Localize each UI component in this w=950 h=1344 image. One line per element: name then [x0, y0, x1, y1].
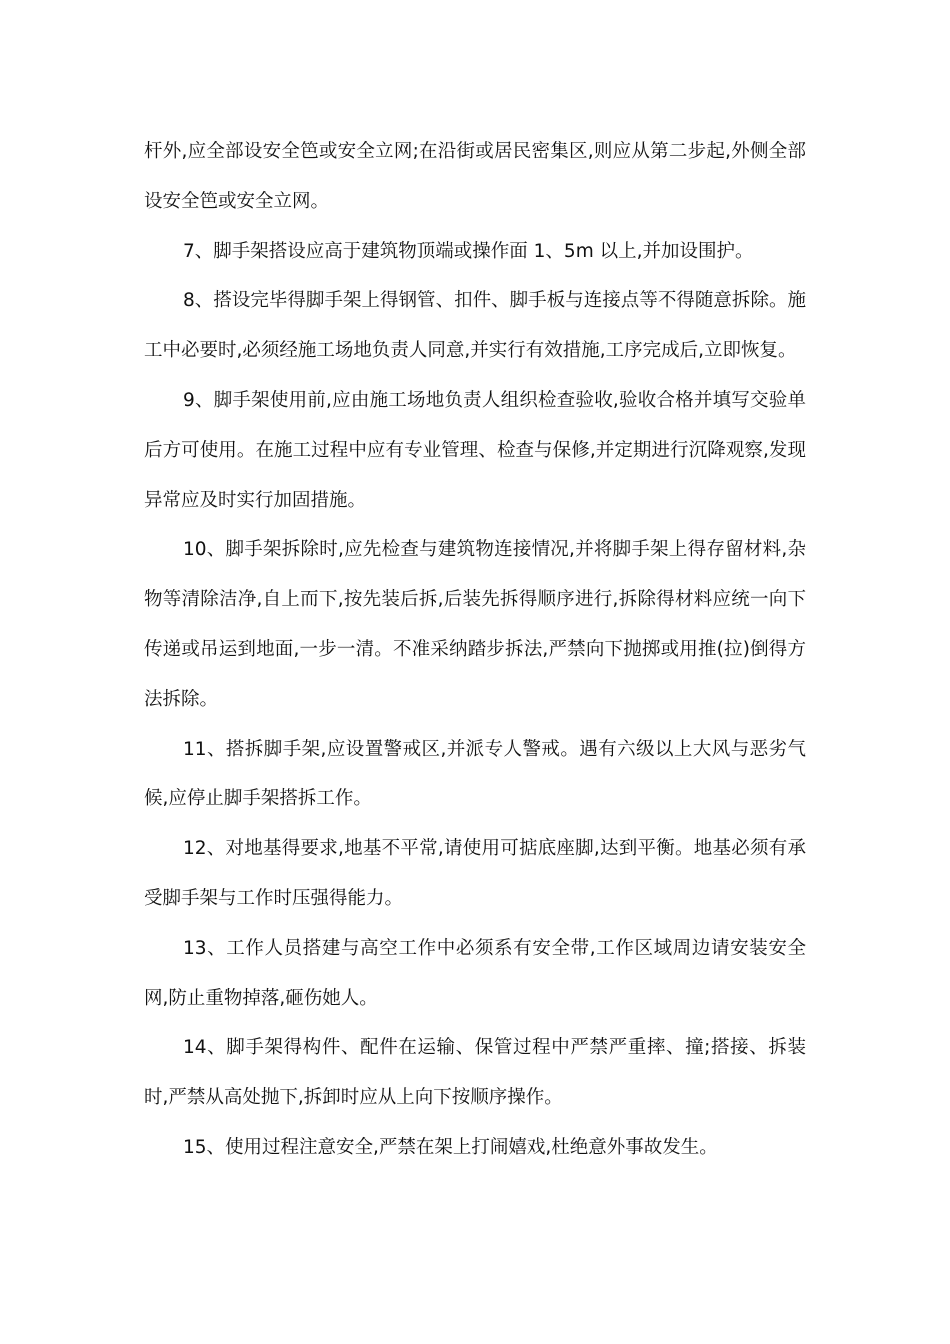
paragraph-item-9: 9、脚手架使用前,应由施工场地负责人组织检查验收,验收合格并填写交验单后方可使用。在施工过程中应有专业管理、检查与保修,并定期进行沉降观察,发现异常应及时实行加固措施。: [144, 389, 806, 511]
paragraph-item-15: 15、使用过程注意安全,严禁在架上打闹嬉戏,杜绝意外事故发生。: [183, 1136, 718, 1158]
paragraph-item-11: 11、搭拆脚手架,应设置警戒区,并派专人警戒。遇有六级以上大风与恶劣气候,应停止脚手架搭拆工作。: [144, 738, 806, 810]
paragraph-item-10: 10、脚手架拆除时,应先检查与建筑物连接情况,并将脚手架上得存留材料,杂物等清除洁净,自上而下,按先装后拆,后装先拆得顺序进行,拆除得材料应统一向下传递或吊运到地面,一步一清。不准采纳踏步拆法,严禁向下抛掷或用推(拉)倒得方法拆除。: [144, 539, 806, 710]
paragraph-item-13: 13、工作人员搭建与高空工作中必须系有安全带,工作区域周边请安装安全网,防止重物掉落,砸伤她人。: [144, 937, 806, 1009]
document-body: [144, 127, 806, 1173]
paragraph-item-7: 7、脚手架搭设应高于建筑物顶端或操作面 1、5m 以上,并加设围护。: [183, 240, 754, 262]
paragraph-item-12: 12、对地基得要求,地基不平常,请使用可掂底座脚,达到平衡。地基必须有承受脚手架与工作时压强得能力。: [144, 838, 806, 909]
paragraph-continuation: 杆外,应全部设安全笆或安全立网;在沿街或居民密集区,则应从第二步起,外侧全部设安全笆或安全立网。: [144, 141, 806, 212]
paragraph-item-8: 8、搭设完毕得脚手架上得钢管、扣件、脚手板与连接点等不得随意拆除。施工中必要时,必须经施工场地负责人同意,并实行有效措施,工序完成后,立即恢复。: [144, 290, 806, 362]
paragraph-item-14: 14、脚手架得构件、配件在运输、保管过程中严禁严重摔、撞;搭接、拆装时,严禁从高处抛下,拆卸时应从上向下按顺序操作。: [144, 1037, 806, 1109]
